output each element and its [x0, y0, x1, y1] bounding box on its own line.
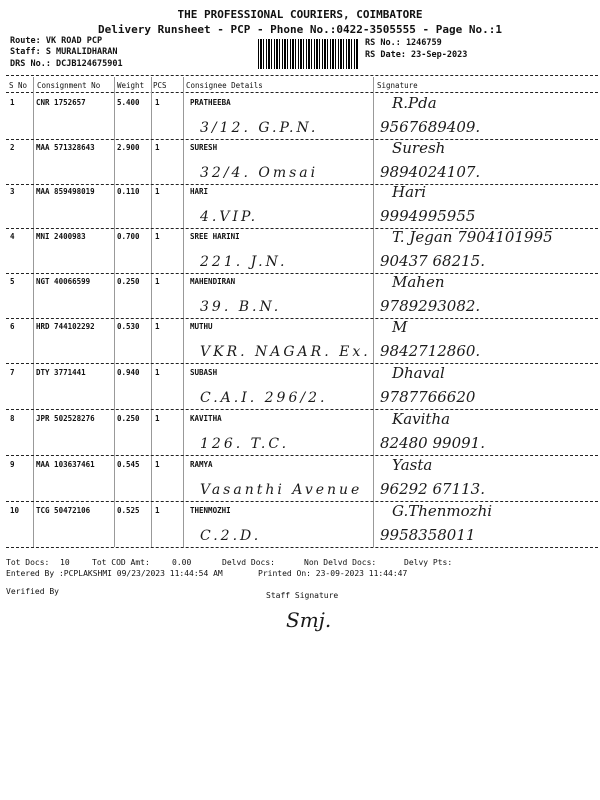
column-divider — [373, 77, 374, 547]
row-consignment-no: MAA 571328643 — [36, 143, 95, 152]
row-weight: 0.700 — [117, 232, 140, 241]
row-consignee-name: THENMOZHI — [190, 506, 231, 515]
row-signature-scrawl: Yasta — [392, 456, 433, 474]
row-separator — [6, 318, 598, 319]
row-handwritten-address: 3/12. G.P.N. — [200, 120, 319, 136]
rs-date: RS Date: 23-Sep-2023 — [365, 50, 468, 60]
col-header-consignment: Consignment No — [37, 81, 101, 90]
row-consignee-name: SREE HARINI — [190, 232, 240, 241]
row-handwritten-address: VKR. NAGAR. Ex. — [200, 344, 371, 360]
row-sno: 2 — [10, 143, 15, 152]
row-consignee-name: KAVITHA — [190, 414, 222, 423]
row-consignment-no: JPR 502528276 — [36, 414, 95, 423]
row-signature-scrawl: M — [392, 318, 408, 336]
row-separator — [6, 363, 598, 364]
route-label: Route: VK ROAD PCP — [10, 36, 103, 46]
row-signature-scrawl: Suresh — [392, 139, 446, 157]
row-sno: 5 — [10, 277, 15, 286]
row-handwritten-phone: 9789293082. — [380, 297, 481, 315]
column-divider — [151, 77, 152, 547]
tot-cod-value: 0.00 — [172, 558, 192, 567]
row-consignment-no: MAA 859498019 — [36, 187, 95, 196]
row-separator — [6, 409, 598, 410]
document-title: THE PROFESSIONAL COURIERS, COIMBATORE — [177, 8, 423, 21]
row-consignment-no: DTY 3771441 — [36, 368, 86, 377]
row-handwritten-address: Vasanthi Avenue — [200, 482, 363, 498]
row-sno: 6 — [10, 322, 15, 331]
entered-by: Entered By :PCPLAKSHMI 09/23/2023 11:44:54 AM — [6, 569, 223, 578]
row-handwritten-phone: 9994995955 — [380, 207, 476, 225]
tot-cod-label: Tot COD Amt: — [92, 558, 150, 567]
row-sno: 4 — [10, 232, 15, 241]
row-separator — [6, 547, 598, 548]
row-pcs: 1 — [155, 277, 160, 286]
row-handwritten-phone: 9842712860. — [380, 342, 481, 360]
row-handwritten-address: 32/4. Omsai — [200, 165, 319, 181]
row-handwritten-phone: 9958358011 — [380, 526, 476, 544]
row-weight: 0.250 — [117, 277, 140, 286]
row-handwritten-address: 221. J.N. — [200, 254, 288, 270]
row-weight: 5.400 — [117, 98, 140, 107]
row-weight: 0.110 — [117, 187, 140, 196]
table-header-rule — [6, 92, 598, 93]
row-weight: 0.530 — [117, 322, 140, 331]
row-pcs: 1 — [155, 187, 160, 196]
row-signature-scrawl: Hari — [392, 183, 426, 201]
row-handwritten-phone: 9787766620 — [380, 388, 476, 406]
table-top-rule — [6, 75, 598, 76]
column-divider — [183, 77, 184, 547]
col-header-sno: S No — [9, 81, 28, 90]
row-weight: 2.900 — [117, 143, 140, 152]
row-pcs: 1 — [155, 322, 160, 331]
row-pcs: 1 — [155, 414, 160, 423]
printed-on: Printed On: 23-09-2023 11:44:47 — [258, 569, 408, 578]
staff-signature-label: Staff Signature — [266, 591, 339, 600]
row-weight: 0.940 — [117, 368, 140, 377]
row-sno: 9 — [10, 460, 15, 469]
staff-signature-scrawl: Smj. — [286, 608, 332, 632]
row-consignee-name: PRATHEEBA — [190, 98, 231, 107]
tot-docs-value: 10 — [60, 558, 70, 567]
barcode — [258, 39, 358, 69]
row-sno: 1 — [10, 98, 15, 107]
column-divider — [33, 77, 34, 547]
staff-label: Staff: S MURALIDHARAN — [10, 47, 118, 57]
drs-number: DRS No.: DCJB124675901 — [10, 59, 123, 69]
row-consignee-name: MAHENDIRAN — [190, 277, 236, 286]
non-delvd-docs-label: Non Delvd Docs: — [304, 558, 377, 567]
row-signature-scrawl: T. Jegan 7904101995 — [392, 228, 553, 246]
col-header-pcs: PCS — [153, 81, 167, 90]
row-signature-scrawl: R.Pda — [392, 94, 437, 112]
row-sno: 3 — [10, 187, 15, 196]
row-weight: 0.545 — [117, 460, 140, 469]
row-separator — [6, 455, 598, 456]
row-handwritten-phone: 96292 67113. — [380, 480, 485, 498]
row-handwritten-address: C.A.I. 296/2. — [200, 390, 328, 406]
tot-docs-label: Tot Docs: — [6, 558, 50, 567]
row-sno: 10 — [10, 506, 20, 515]
delvy-pts-label: Delvy Pts: — [404, 558, 453, 567]
delvd-docs-label: Delvd Docs: — [222, 558, 275, 567]
col-header-weight: Weight — [117, 81, 145, 90]
verified-by-label: Verified By — [6, 587, 59, 596]
row-pcs: 1 — [155, 368, 160, 377]
row-separator — [6, 139, 598, 140]
row-separator — [6, 273, 598, 274]
row-handwritten-phone: 9894024107. — [380, 163, 481, 181]
document-subtitle: Delivery Runsheet - PCP - Phone No.:0422-3505555 - Page No.:1 — [98, 23, 502, 36]
row-weight: 0.525 — [117, 506, 140, 515]
column-divider — [114, 77, 115, 547]
row-handwritten-address: 39. B.N. — [200, 299, 282, 315]
row-handwritten-phone: 82480 99091. — [380, 434, 485, 452]
row-consignment-no: CNR 1752657 — [36, 98, 86, 107]
row-handwritten-phone: 9567689409. — [380, 118, 481, 136]
row-consignee-name: HARI — [190, 187, 209, 196]
row-pcs: 1 — [155, 98, 160, 107]
row-consignment-no: MNI 2400983 — [36, 232, 86, 241]
rs-number: RS No.: 1246759 — [365, 38, 442, 48]
row-consignment-no: MAA 103637461 — [36, 460, 95, 469]
row-handwritten-address: C.2.D. — [200, 528, 262, 544]
row-pcs: 1 — [155, 232, 160, 241]
row-separator — [6, 184, 598, 185]
row-pcs: 1 — [155, 506, 160, 515]
row-signature-scrawl: Dhaval — [392, 364, 445, 382]
row-signature-scrawl: G.Thenmozhi — [392, 502, 493, 520]
row-signature-scrawl: Mahen — [392, 273, 445, 291]
row-sno: 8 — [10, 414, 15, 423]
row-signature-scrawl: Kavitha — [392, 410, 451, 428]
col-header-signature: Signature — [377, 81, 418, 90]
row-pcs: 1 — [155, 460, 160, 469]
row-handwritten-address: 4.VIP. — [200, 209, 259, 225]
row-consignment-no: NGT 40066599 — [36, 277, 91, 286]
col-header-consignee: Consignee Details — [186, 81, 263, 90]
row-consignee-name: SURESH — [190, 143, 218, 152]
row-handwritten-address: 126. T.C. — [200, 436, 290, 452]
row-sno: 7 — [10, 368, 15, 377]
row-consignee-name: MUTHU — [190, 322, 213, 331]
row-separator — [6, 501, 598, 502]
row-consignee-name: RAMYA — [190, 460, 213, 469]
row-handwritten-phone: 90437 68215. — [380, 252, 485, 270]
row-consignee-name: SUBASH — [190, 368, 218, 377]
row-pcs: 1 — [155, 143, 160, 152]
row-weight: 0.250 — [117, 414, 140, 423]
row-consignment-no: HRD 744102292 — [36, 322, 95, 331]
row-consignment-no: TCG 50472106 — [36, 506, 91, 515]
